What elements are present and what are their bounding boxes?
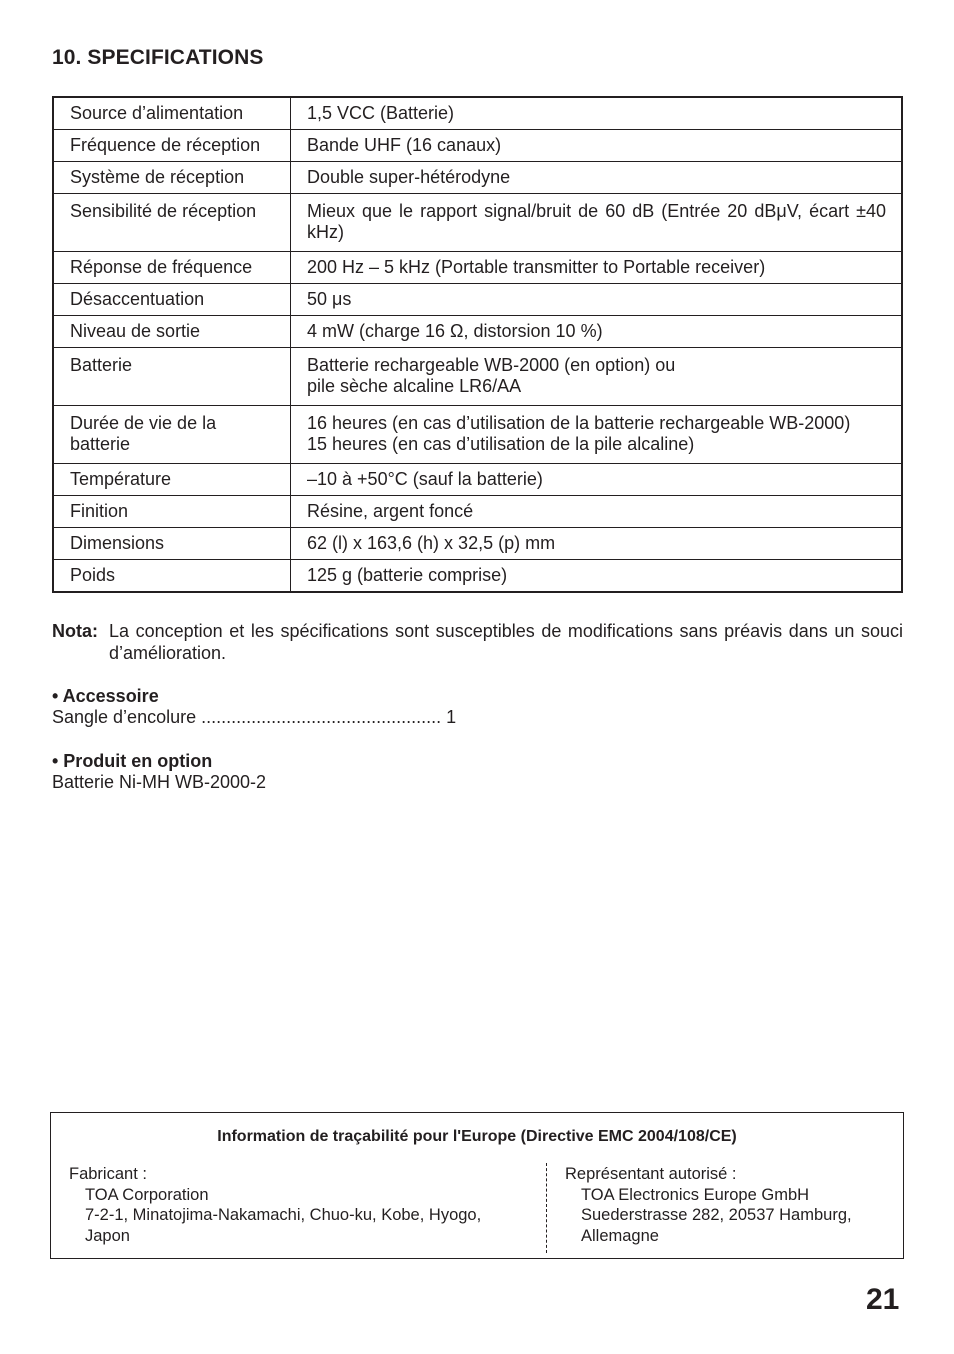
- option-heading: • Produit en option: [52, 751, 213, 771]
- table-row: [53, 284, 902, 316]
- page-number: 21: [866, 1283, 900, 1316]
- table-row: [53, 97, 902, 130]
- spec-label-line: batterie: [70, 434, 131, 454]
- spec-label: Niveau de sortie: [53, 316, 291, 348]
- table-row: [53, 162, 902, 194]
- spec-label: Poids: [53, 560, 291, 593]
- column-divider: [546, 1163, 547, 1253]
- spec-label: Fréquence de réception: [53, 130, 291, 162]
- option-item: Batterie Ni-MH WB-2000-2: [52, 772, 267, 792]
- spec-value: 1,5 VCC (Batterie): [291, 97, 903, 130]
- representative-name: TOA Electronics Europe GmbH: [581, 1185, 810, 1204]
- spec-value: [291, 406, 903, 464]
- section-title: 10. SPECIFICATIONS: [52, 46, 264, 69]
- accessory-item: Sangle d’encolure ................................................ 1: [52, 707, 457, 727]
- accessory-section: [52, 686, 456, 728]
- manufacturer-heading: Fabricant :: [69, 1165, 147, 1183]
- spec-value: Mieux que le rapport signal/bruit de 60 dB (Entrée 20 dBμV, écart ±40 kHz): [291, 194, 903, 252]
- representative-heading: Représentant autorisé :: [565, 1165, 737, 1183]
- table-row: [53, 528, 902, 560]
- table-row: [53, 560, 902, 593]
- spec-value: 50 μs: [291, 284, 903, 316]
- table-row: [53, 194, 902, 252]
- table-row: [53, 406, 902, 464]
- specifications-table: [52, 96, 903, 593]
- spec-value: –10 à +50°C (sauf la batterie): [291, 464, 903, 496]
- note-label: Nota:: [52, 621, 98, 641]
- spec-value-line: 15 heures (en cas d’utilisation de la pile alcaline): [307, 434, 695, 454]
- table-row: [53, 496, 902, 528]
- spec-value: 200 Hz – 5 kHz (Portable transmitter to Portable receiver): [291, 252, 903, 284]
- spec-value: 62 (l) x 163,6 (h) x 32,5 (p) mm: [291, 528, 903, 560]
- note: [52, 620, 903, 664]
- spec-value-line: pile sèche alcaline LR6/AA: [307, 376, 522, 396]
- manufacturer-address-line: Japon: [85, 1226, 130, 1245]
- spec-label: Finition: [53, 496, 291, 528]
- spec-label: Réponse de fréquence: [53, 252, 291, 284]
- representative-block: [565, 1164, 895, 1246]
- table-row: [53, 316, 902, 348]
- spec-value: Résine, argent foncé: [291, 496, 903, 528]
- spec-label: Système de réception: [53, 162, 291, 194]
- note-text: La conception et les spécifications sont susceptibles de modifications sans préavis dans un souci d’amélioration.: [109, 621, 903, 663]
- spec-value: Bande UHF (16 canaux): [291, 130, 903, 162]
- spec-label: Désaccentuation: [53, 284, 291, 316]
- representative-address-line: Suederstrasse 282, 20537 Hamburg,: [581, 1206, 852, 1224]
- table-row: [53, 464, 902, 496]
- traceability-title: Information de traçabilité pour l'Europe (Directive EMC 2004/108/CE): [217, 1128, 737, 1145]
- option-section: [52, 751, 266, 793]
- spec-label: Sensibilité de réception: [53, 194, 291, 252]
- spec-label: Batterie: [53, 348, 291, 406]
- spec-label: Température: [53, 464, 291, 496]
- accessory-heading: • Accessoire: [52, 686, 159, 706]
- spec-value: 125 g (batterie comprise): [291, 560, 903, 593]
- manufacturer-block: [69, 1164, 539, 1246]
- manufacturer-name: TOA Corporation: [85, 1185, 209, 1204]
- table-row: [53, 348, 902, 406]
- traceability-box: [50, 1112, 904, 1259]
- representative-address-line: Allemagne: [581, 1226, 659, 1245]
- table-row: [53, 252, 902, 284]
- spec-label: [53, 406, 291, 464]
- manufacturer-address-line: 7-2-1, Minatojima-Nakamachi, Chuo-ku, Kobe, Hyogo,: [85, 1206, 482, 1224]
- spec-value-line: Batterie rechargeable WB-2000 (en option) ou: [307, 355, 676, 375]
- spec-label-line: Durée de vie de la: [70, 413, 217, 433]
- spec-label: Dimensions: [53, 528, 291, 560]
- spec-label: Source d’alimentation: [53, 97, 291, 130]
- spec-value: Double super-hétérodyne: [291, 162, 903, 194]
- spec-value-line: 16 heures (en cas d’utilisation de la batterie rechargeable WB-2000): [307, 413, 851, 433]
- table-row: [53, 130, 902, 162]
- spec-value: 4 mW (charge 16 Ω, distorsion 10 %): [291, 316, 903, 348]
- spec-value: [291, 348, 903, 406]
